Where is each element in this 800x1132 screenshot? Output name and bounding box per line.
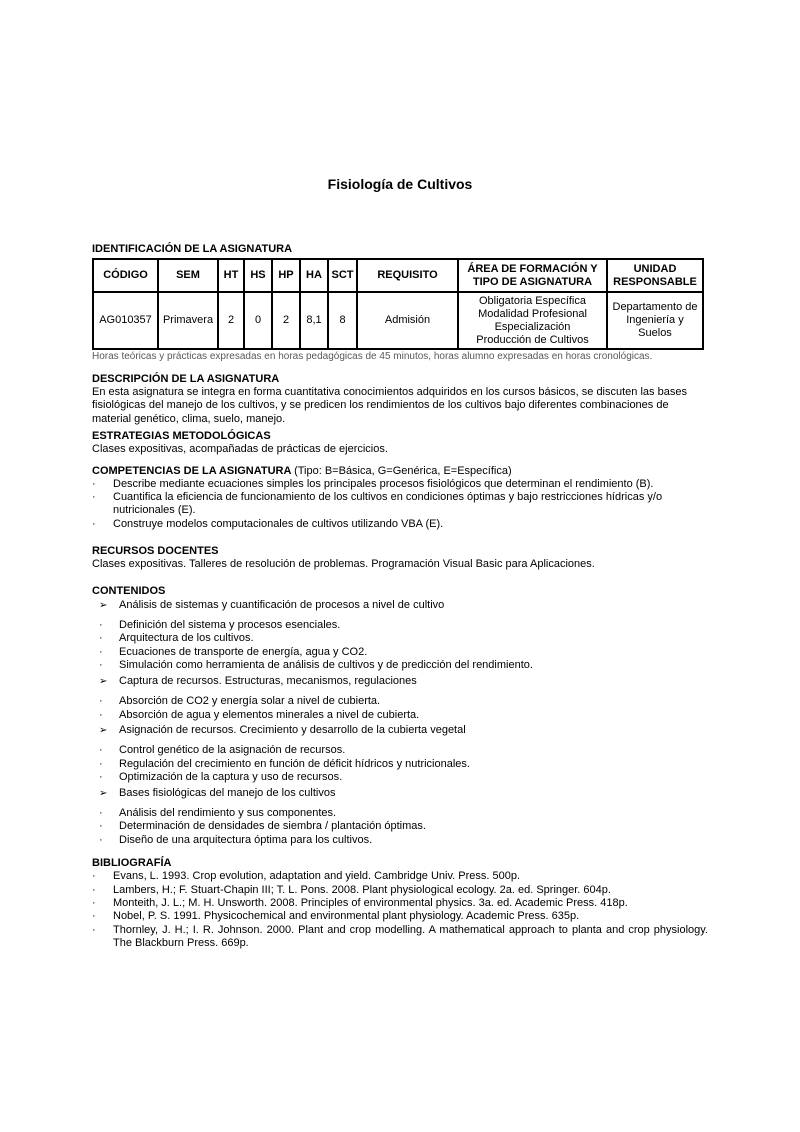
col-header-hs: HS bbox=[244, 259, 272, 292]
list-item-text: Optimización de la captura y uso de recursos. bbox=[119, 771, 343, 784]
list-item-text: Absorción de CO2 y energía solar a nivel de cubierta. bbox=[119, 695, 381, 708]
list-item-text: Cuantifica la eficiencia de funcionamiento de los cultivos en condiciones óptimas y bajo restricciones hídricas y/o nutricionales (E). bbox=[113, 491, 663, 517]
list-item-text: Ecuaciones de transporte de energía, agua y CO2. bbox=[119, 645, 368, 658]
list-item bbox=[99, 834, 708, 847]
list-item bbox=[99, 820, 708, 833]
list-item bbox=[99, 646, 708, 659]
list-item bbox=[92, 491, 708, 518]
col-header-sct: SCT bbox=[328, 259, 357, 292]
dot-bullet: · bbox=[92, 477, 96, 490]
list-item-text: Thornley, J. H.; I. R. Johnson. 2000. Plant and crop modelling. A mathematical approach to planta and crop physiology. The Blackburn Press. 669p. bbox=[113, 923, 708, 950]
list-item-text: Lambers, H.; F. Stuart-Chapin III; T. L. Pons. 2008. Plant physiological ecology. 2a. ed. Springer. 604p. bbox=[113, 883, 611, 896]
col-header-sem: SEM bbox=[158, 259, 218, 292]
area-line: Especialización bbox=[494, 320, 571, 333]
dot-bullet: · bbox=[99, 744, 103, 757]
list-item bbox=[99, 787, 708, 800]
list-item-text: Regulación del crecimiento en función de déficit hídricos y nutricionales. bbox=[119, 757, 470, 770]
section-heading-estrategias: ESTRATEGIAS METODOLÓGICAS bbox=[92, 430, 271, 443]
arrow-bullet: ➢ bbox=[99, 787, 108, 799]
list-item-text: Evans, L. 1993. Crop evolution, adaptation and yield. Cambridge Univ. Press. 500p. bbox=[113, 870, 521, 883]
col-header-hp: HP bbox=[272, 259, 300, 292]
estrategias-text: Clases expositivas, acompañadas de prácticas de ejercicios. bbox=[92, 443, 388, 456]
section-heading-competencias bbox=[92, 465, 708, 477]
dot-bullet: · bbox=[99, 806, 103, 819]
list-item bbox=[92, 910, 708, 923]
competencias-heading-bold: COMPETENCIAS DE LA ASIGNATURA bbox=[92, 464, 295, 477]
list-item-text: Captura de recursos. Estructuras, mecanismos, regulaciones bbox=[119, 674, 417, 687]
list-item bbox=[99, 659, 708, 672]
list-item bbox=[99, 771, 708, 784]
list-item-text: Definición del sistema y procesos esenciales. bbox=[119, 619, 341, 632]
dot-bullet: · bbox=[99, 619, 103, 632]
list-item bbox=[99, 758, 708, 771]
cell-ha: 8,1 bbox=[300, 292, 328, 349]
cell-requisito: Admisión bbox=[357, 292, 458, 349]
recursos-text: Clases expositivas. Talleres de resolución de problemas. Programación Visual Basic para Aplicaciones. bbox=[92, 558, 595, 571]
dot-bullet: · bbox=[99, 632, 103, 645]
dot-bullet: · bbox=[99, 833, 103, 846]
page-title: Fisiología de Cultivos bbox=[327, 176, 473, 192]
list-item-text: Análisis del rendimiento y sus componentes. bbox=[119, 806, 337, 819]
list-item bbox=[99, 599, 708, 612]
col-header-codigo: CÓDIGO bbox=[93, 259, 158, 292]
area-line: Obligatoria Específica bbox=[479, 294, 586, 307]
list-item bbox=[99, 632, 708, 645]
dot-bullet: · bbox=[99, 771, 103, 784]
dot-bullet: · bbox=[92, 883, 96, 896]
cell-sct: 8 bbox=[328, 292, 357, 349]
list-item-text: Describe mediante ecuaciones simples los principales procesos fisiológicos que determinan el rendimiento (B). bbox=[113, 477, 654, 490]
dot-bullet: · bbox=[92, 870, 96, 883]
section-heading-contenidos: CONTENIDOS bbox=[92, 584, 166, 597]
cell-codigo: AG010357 bbox=[93, 292, 158, 349]
competencias-list bbox=[92, 478, 708, 532]
list-item-text: Simulación como herramienta de análisis de cultivos y de predicción del rendimiento. bbox=[119, 659, 533, 672]
area-line: Modalidad Profesional bbox=[478, 307, 587, 320]
bibliografia-list bbox=[92, 870, 708, 950]
list-item-text: Bases fisiológicas del manejo de los cultivos bbox=[119, 786, 336, 799]
list-item-text: Absorción de agua y elementos minerales a nivel de cubierta. bbox=[119, 708, 420, 721]
cell-hp: 2 bbox=[272, 292, 300, 349]
list-item bbox=[99, 744, 708, 757]
identification-table bbox=[92, 258, 704, 350]
dot-bullet: · bbox=[92, 923, 96, 936]
arrow-bullet: ➢ bbox=[99, 599, 108, 611]
list-item-text: Nobel, P. S. 1991. Physicochemical and environmental plant physiology. Academic Press. 635p. bbox=[113, 910, 580, 923]
area-line: Producción de Cultivos bbox=[476, 333, 589, 346]
col-header-area: ÁREA DE FORMACIÓN Y TIPO DE ASIGNATURA bbox=[458, 259, 607, 292]
list-item bbox=[99, 619, 708, 632]
col-header-ha: HA bbox=[300, 259, 328, 292]
dot-bullet: · bbox=[99, 757, 103, 770]
list-item-text: Construye modelos computacionales de cultivos utilizando VBA (E). bbox=[113, 517, 444, 530]
list-item-text: Análisis de sistemas y cuantificación de procesos a nivel de cultivo bbox=[119, 598, 445, 611]
cell-hs: 0 bbox=[244, 292, 272, 349]
cell-ht: 2 bbox=[218, 292, 244, 349]
section-heading-bibliografia: BIBLIOGRAFÍA bbox=[92, 857, 172, 870]
dot-bullet: · bbox=[92, 896, 96, 909]
cell-area bbox=[458, 292, 607, 349]
competencias-heading-note: (Tipo: B=Básica, G=Genérica, E=Específica) bbox=[294, 464, 512, 477]
list-item-text: Determinación de densidades de siembra / plantación óptimas. bbox=[119, 820, 426, 833]
list-item bbox=[99, 675, 708, 688]
list-item-text: Monteith, J. L.; M. H. Unsworth. 2008. Principles of environmental physics. 3a. ed. Academic Press. 418p. bbox=[113, 896, 628, 909]
table-header-row bbox=[93, 259, 703, 292]
list-item-text: Arquitectura de los cultivos. bbox=[119, 632, 254, 645]
descripcion-text: En esta asignatura se integra en forma cuantitativa conocimientos adquiridos en los cursos básicos, se discuten las bases fisiológicas del manejo de los cultivos, y se predicen los rendimientos de los cultivos bajo diferentes combinaciones de material genético, clima, suelo, manejo. bbox=[92, 386, 687, 425]
dot-bullet: · bbox=[92, 517, 96, 530]
list-item bbox=[99, 695, 708, 708]
contenidos-list bbox=[92, 599, 708, 848]
document-body bbox=[92, 243, 708, 951]
section-heading-identificacion: IDENTIFICACIÓN DE LA ASIGNATURA bbox=[92, 243, 293, 255]
list-item bbox=[92, 884, 708, 897]
list-item-text: Asignación de recursos. Crecimiento y desarrollo de la cubierta vegetal bbox=[119, 723, 466, 736]
list-item bbox=[92, 924, 708, 951]
dot-bullet: · bbox=[99, 820, 103, 833]
list-item bbox=[99, 709, 708, 722]
dot-bullet: · bbox=[99, 695, 103, 708]
dot-bullet: · bbox=[99, 708, 103, 721]
list-item bbox=[99, 724, 708, 737]
list-item-text: Control genético de la asignación de recursos. bbox=[119, 744, 346, 757]
col-header-requisito: REQUISITO bbox=[357, 259, 458, 292]
list-item bbox=[99, 807, 708, 820]
list-item-text: Diseño de una arquitectura óptima para los cultivos. bbox=[119, 833, 373, 846]
cell-sem: Primavera bbox=[158, 292, 218, 349]
table-data-row bbox=[93, 292, 703, 349]
list-item bbox=[92, 518, 708, 531]
list-item bbox=[92, 897, 708, 910]
list-item bbox=[92, 870, 708, 883]
dot-bullet: · bbox=[92, 910, 96, 923]
col-header-unidad: UNIDAD RESPONSABLE bbox=[607, 259, 703, 292]
list-item bbox=[92, 478, 708, 491]
section-heading-descripcion: DESCRIPCIÓN DE LA ASIGNATURA bbox=[92, 373, 280, 385]
cell-unidad: Departamento de Ingeniería y Suelos bbox=[607, 292, 703, 349]
table-footnote: Horas teóricas y prácticas expresadas en horas pedagógicas de 45 minutos, horas alumno expresadas en horas cronológicas. bbox=[92, 351, 653, 362]
dot-bullet: · bbox=[99, 659, 103, 672]
section-heading-recursos: RECURSOS DOCENTES bbox=[92, 545, 219, 558]
dot-bullet: · bbox=[99, 645, 103, 658]
dot-bullet: · bbox=[92, 491, 96, 504]
arrow-bullet: ➢ bbox=[99, 675, 108, 687]
col-header-ht: HT bbox=[218, 259, 244, 292]
arrow-bullet: ➢ bbox=[99, 724, 108, 736]
